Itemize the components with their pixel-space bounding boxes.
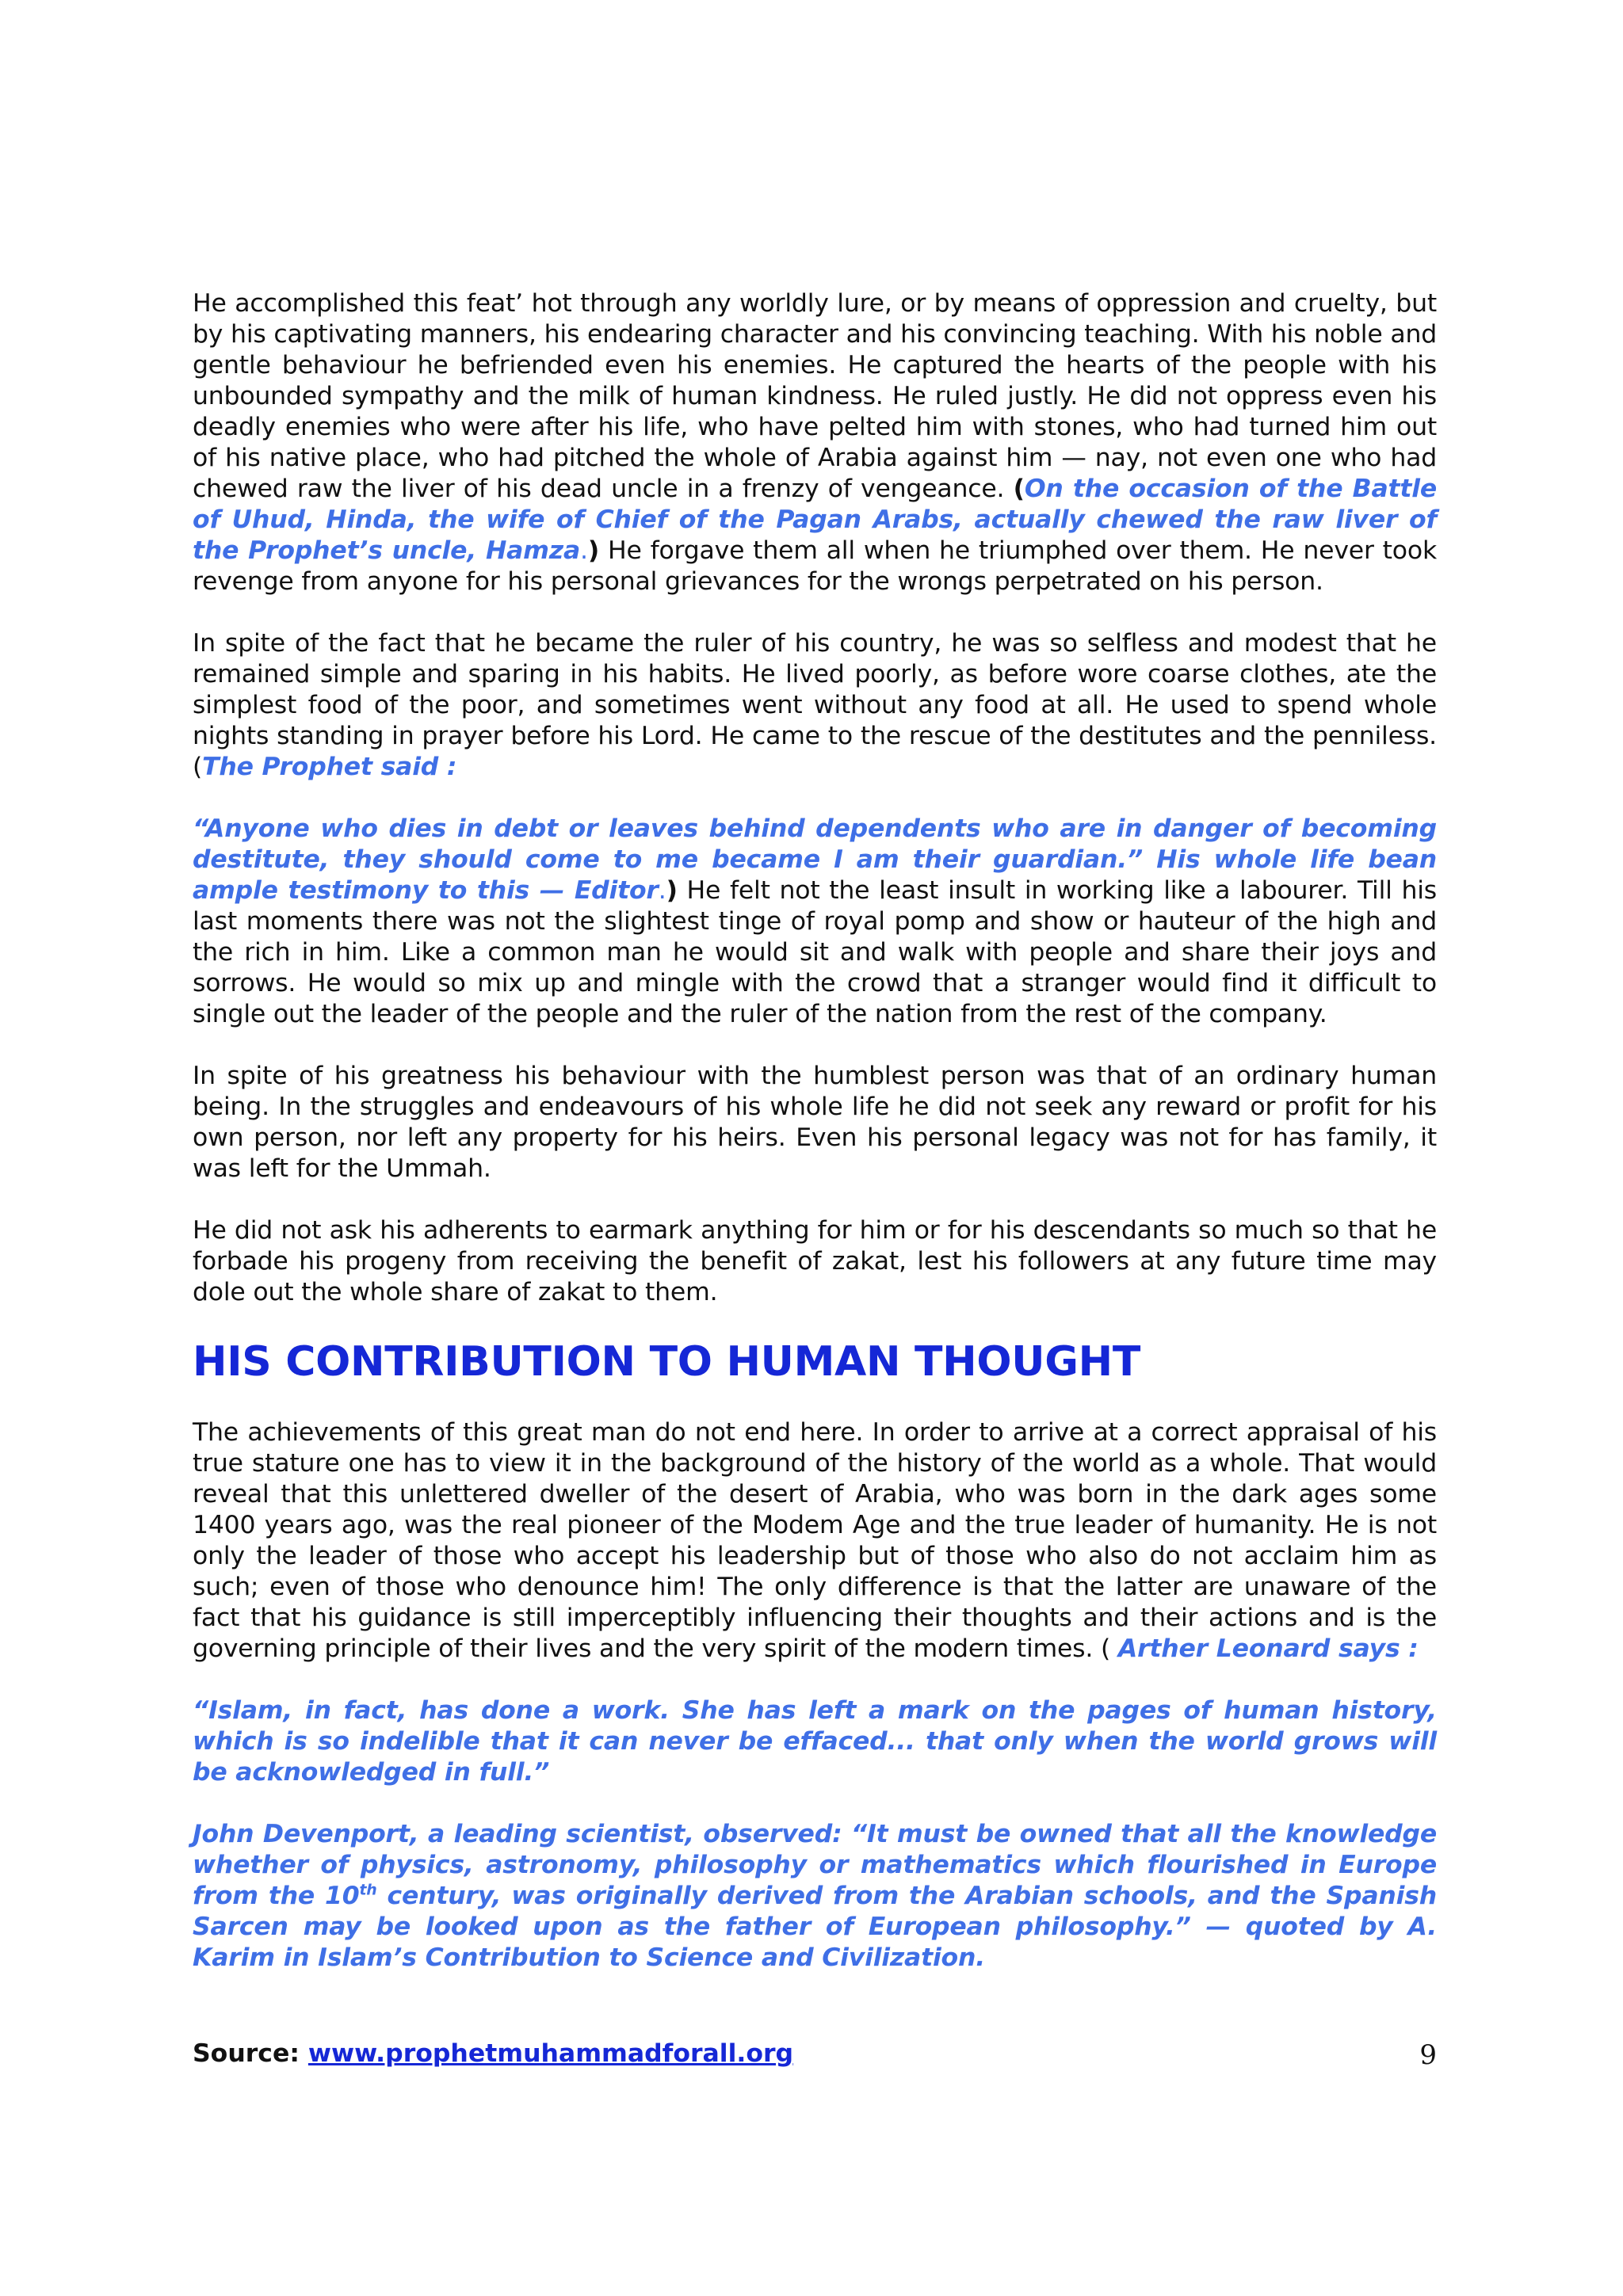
paren-close: ) (587, 536, 600, 565)
quote-devenport (193, 1819, 1437, 1974)
section-heading: HIS CONTRIBUTION TO HUMAN THOUGHT (193, 1338, 1141, 1386)
paren-open: ( (1013, 475, 1025, 503)
source-label: Source: (193, 2039, 308, 2068)
editor-note-uhud: On the occasion of the Battle of Uhud, Hinda, the wife of Chief of the Pagan Arabs, actually chewed the raw liver of the Prophet’s uncle, Hamza (193, 475, 1437, 565)
quote-devenport-a: John Devenport, a leading scientist, observed: “It must be owned that all the knowledge whether of physics, astronomy, philosophy or mathematics which flourished in Europe from the 10 (193, 1820, 1437, 1910)
paragraph-2-text: In spite of the fact that he became the ruler of his country, he was so selfless and modest that he remained simple and sparing in his habits. He lived poorly, as before wore coarse clothes, ate the simplest food of the poor, and sometimes went without any food at all. He used to spend whole nights standing in prayer before his Lord. He came to the rescue of the destitutes and the penniless. ( (193, 629, 1437, 781)
note-period: . (580, 536, 588, 565)
editor-note-leonard: Arther Leonard says : (1117, 1634, 1419, 1663)
paragraph-1-text: He accomplished this feat’ hot through any worldly lure, or by means of oppression and cruelty, but by his captivating manners, his endearing character and his convincing teaching. With his noble and gentle behaviour he befriended even his enemies. He captured the hearts of the people with his unbounded sympathy and the milk of human kindness. He ruled justly. He did not oppress even his deadly enemies who were after his life, who have pelted him with stones, who had turned him out of his native place, who had pitched the whole of Arabia against him — nay, not even one who had chewed raw the liver of his dead uncle in a frenzy of vengeance. (193, 289, 1437, 503)
page-footer (193, 2038, 1437, 2069)
page-number: 9 (1419, 2039, 1437, 2071)
paragraph-4: In spite of his greatness his behaviour with the humblest person was that of an ordinary human being. In the struggles and endeavours of his whole life he did not seek any reward or profit for his own person, nor left any property for his heirs. Even his personal legacy was not for has family, it was left for the Ummah. (193, 1062, 1437, 1183)
paragraph-5: He did not ask his adherents to earmark anything for him or for his descendants so much so that he forbade his progeny from receiving the benefit of zakat, lest his followers at any future time may dole out the whole share of zakat to them. (193, 1216, 1437, 1306)
paren-close: ) (666, 876, 678, 905)
quote-period: . (658, 876, 666, 905)
paragraph-1-tail: He forgave them all when he triumphed over them. He never took revenge from anyone for his personal grievances for the wrongs perpetrated on his person. (193, 536, 1437, 596)
paragraph-3 (193, 814, 1437, 1030)
quote-devenport-b: century, was originally derived from the Arabian schools, and the Spanish Sarcen may be looked upon as the father of European philosophy.” — quoted by A. Karim in Islam’s Contribution to Science and Civilization. (193, 1882, 1437, 1972)
quote-leonard: “Islam, in fact, has done a work. She has left a mark on the pages of human history, which is so indelible that it can never be effaced... that only when the world grows will be acknowledged in full.” (193, 1696, 1437, 1787)
document-body (193, 288, 1437, 1974)
paragraph-6-text: The achievements of this great man do not end here. In order to arrive at a correct appraisal of his true stature one has to view it in the background of the history of the world as a whole. That would reveal that this unlettered dweller of the desert of Arabia, who was born in the dark ages some 1400 years ago, was the real pioneer of the Modem Age and the true leader of humanity. He is not only the leader of those who accept his leadership but of those who also do not acclaim him as such; even of those who denounce him! The only difference is that the latter are unaware of the fact that his guidance is still imperceptibly influencing their thoughts and their actions and is the governing principle of their lives and the very spirit of the modern times. ( (193, 1418, 1437, 1663)
paragraph-3-text: He felt not the least insult in working like a labourer. Till his last moments there was not the slightest tinge of royal pomp and show or hauteur of the high and the rich in him. Like a common man he would sit and walk with people and share their joys and sorrows. He would so mix up and mingle with the crowd that a stranger would find it difficult to single out the leader of the people and the ruler of the nation from the rest of the company. (193, 876, 1437, 1028)
superscript-th: th (359, 1881, 377, 1899)
paragraph-6 (193, 1417, 1437, 1665)
source-link[interactable]: www.prophetmuhammadforall.org (307, 2039, 794, 2068)
editor-note-prophet-said: The Prophet said : (202, 753, 457, 781)
quote-prophet-guardian: “Anyone who dies in debt or leaves behind dependents who are in danger of becoming destitute, they should come to me became I am their guardian.” His whole life bean ample testimony to this — Editor (193, 814, 1437, 905)
paragraph-2 (193, 628, 1437, 783)
paragraph-1 (193, 288, 1437, 597)
